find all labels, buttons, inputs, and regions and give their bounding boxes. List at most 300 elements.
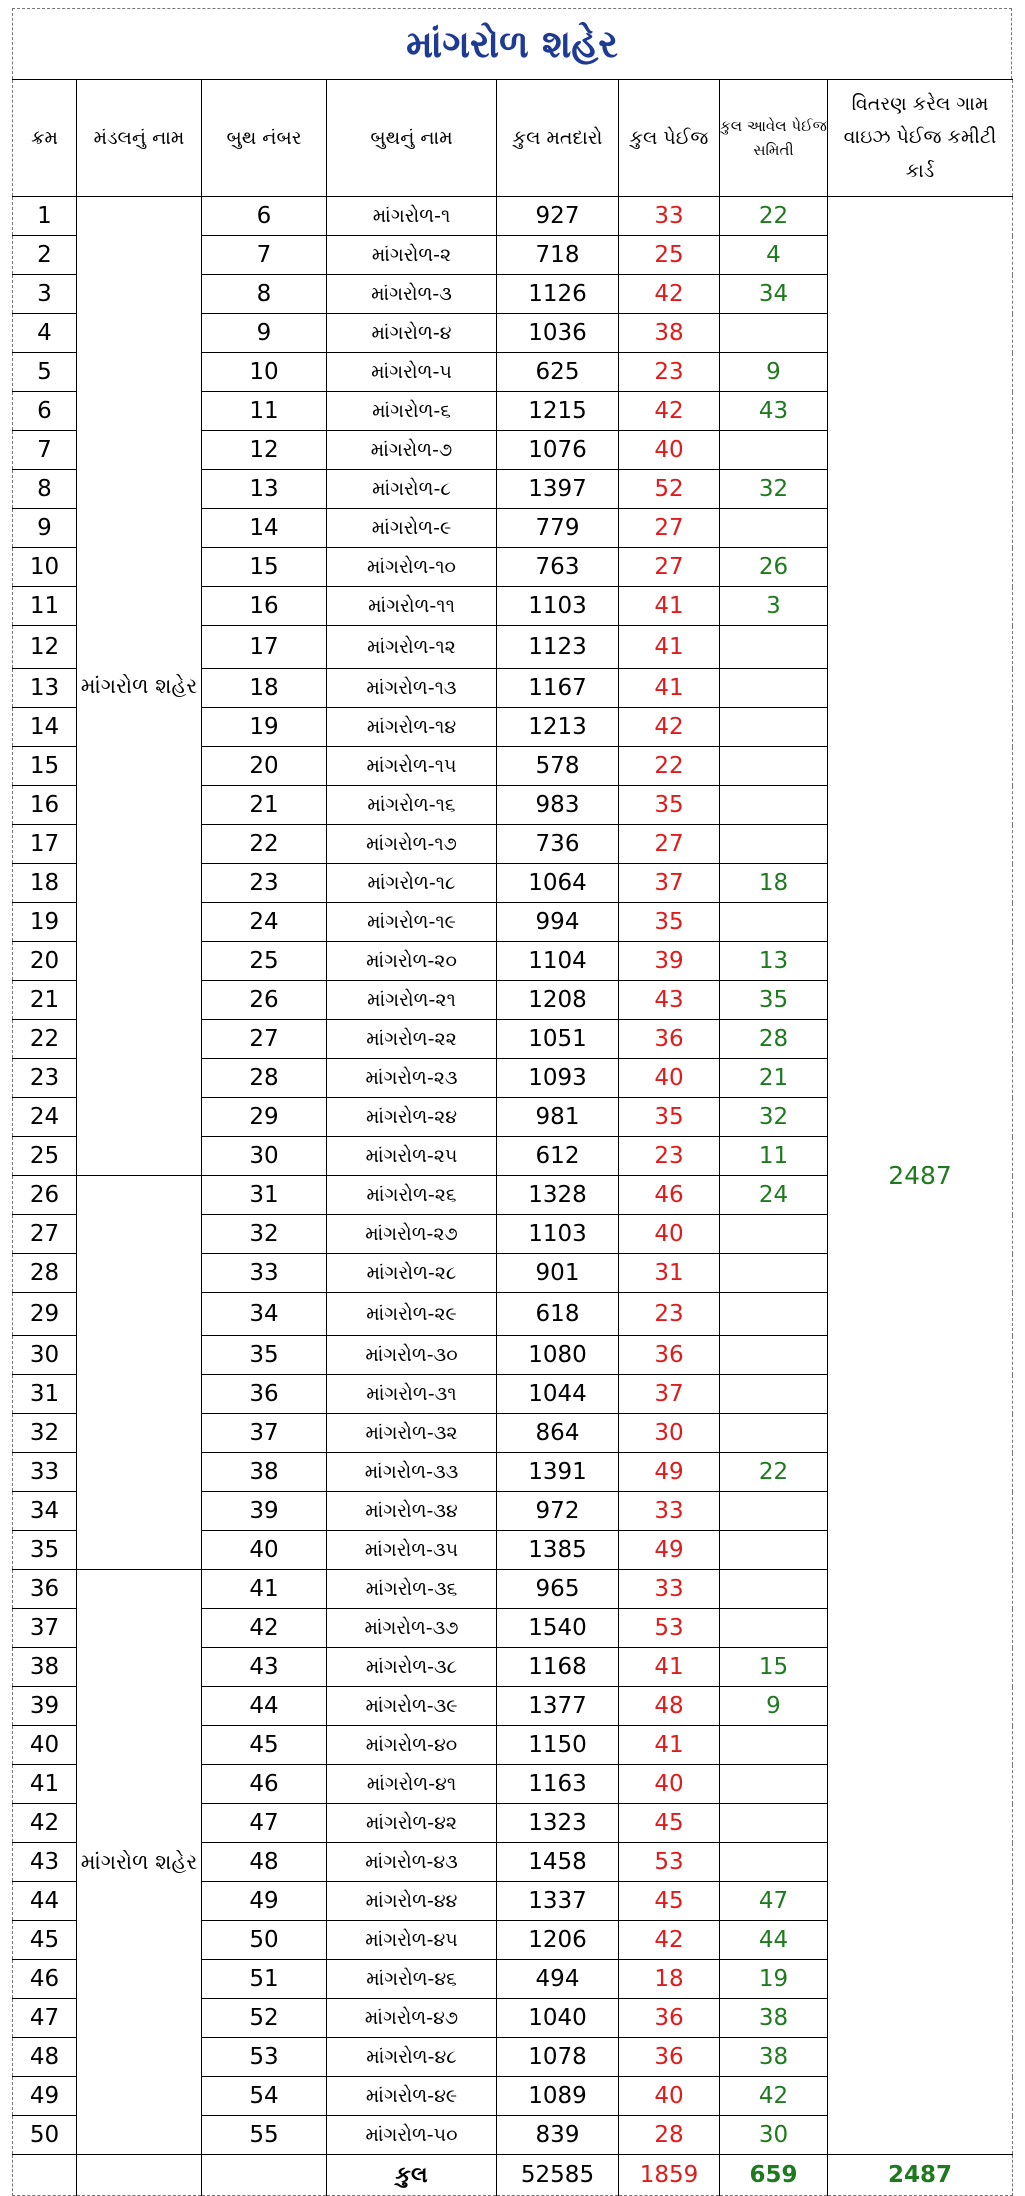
pages-cell: 40 [619, 1059, 720, 1098]
booth-number-cell: 30 [202, 1137, 327, 1176]
serial-cell: 21 [13, 981, 77, 1020]
voters-cell: 965 [497, 1570, 619, 1609]
booth-number-cell: 22 [202, 825, 327, 864]
voters-cell: 1089 [497, 2077, 619, 2116]
voters-cell: 1337 [497, 1882, 619, 1921]
booth-number-cell: 12 [202, 431, 327, 470]
pages-cell: 25 [619, 236, 720, 275]
booth-number-cell: 35 [202, 1336, 327, 1375]
booth-number-cell: 47 [202, 1804, 327, 1843]
pages-cell: 37 [619, 864, 720, 903]
received-cell: 32 [720, 470, 828, 509]
totals-empty-mandal [77, 2155, 202, 2196]
booth-number-cell: 37 [202, 1414, 327, 1453]
booth-number-cell: 15 [202, 548, 327, 587]
booth-number-cell: 46 [202, 1765, 327, 1804]
serial-cell: 23 [13, 1059, 77, 1098]
header-serial: ક્રમ [13, 80, 77, 197]
pages-cell: 39 [619, 942, 720, 981]
pages-cell: 23 [619, 1137, 720, 1176]
pages-cell: 23 [619, 353, 720, 392]
booth-number-cell: 51 [202, 1960, 327, 1999]
pages-cell: 35 [619, 786, 720, 825]
pages-cell: 40 [619, 431, 720, 470]
voters-cell: 983 [497, 786, 619, 825]
voters-cell: 1397 [497, 470, 619, 509]
pages-cell: 36 [619, 1999, 720, 2038]
received-cell [720, 1492, 828, 1531]
booth-number-cell: 52 [202, 1999, 327, 2038]
received-cell: 22 [720, 197, 828, 236]
received-cell [720, 903, 828, 942]
serial-cell: 43 [13, 1843, 77, 1882]
pages-cell: 43 [619, 981, 720, 1020]
received-cell: 43 [720, 392, 828, 431]
serial-cell: 10 [13, 548, 77, 587]
pages-cell: 27 [619, 548, 720, 587]
voters-cell: 1040 [497, 1999, 619, 2038]
received-cell [720, 1765, 828, 1804]
booth-name-cell: માંગરોળ-૨૫ [327, 1137, 497, 1176]
received-cell [720, 1570, 828, 1609]
booth-number-cell: 20 [202, 747, 327, 786]
voters-cell: 981 [497, 1098, 619, 1137]
booth-name-cell: માંગરોળ-૩૦ [327, 1336, 497, 1375]
received-cell [720, 1336, 828, 1375]
voters-cell: 1391 [497, 1453, 619, 1492]
header-booth-no: બુથ નંબર [202, 80, 327, 197]
voters-cell: 494 [497, 1960, 619, 1999]
serial-cell: 4 [13, 314, 77, 353]
voters-cell: 972 [497, 1492, 619, 1531]
booth-name-cell: માંગરોળ-૪૫ [327, 1921, 497, 1960]
serial-cell: 19 [13, 903, 77, 942]
pages-cell: 49 [619, 1531, 720, 1570]
voters-cell: 1104 [497, 942, 619, 981]
serial-cell: 35 [13, 1531, 77, 1570]
serial-cell: 50 [13, 2116, 77, 2155]
pages-cell: 46 [619, 1176, 720, 1215]
booth-name-cell: માંગરોળ-૨૬ [327, 1176, 497, 1215]
booth-table [12, 79, 1013, 2196]
serial-cell: 6 [13, 392, 77, 431]
booth-name-cell: માંગરોળ-૮ [327, 470, 497, 509]
booth-name-cell: માંગરોળ-૭ [327, 431, 497, 470]
booth-number-cell: 31 [202, 1176, 327, 1215]
pages-cell: 41 [619, 1648, 720, 1687]
serial-cell: 41 [13, 1765, 77, 1804]
received-cell: 18 [720, 864, 828, 903]
booth-number-cell: 26 [202, 981, 327, 1020]
received-cell: 9 [720, 353, 828, 392]
serial-cell: 13 [13, 669, 77, 708]
received-cell: 28 [720, 1020, 828, 1059]
booth-name-cell: માંગરોળ-૧ [327, 197, 497, 236]
booth-number-cell: 49 [202, 1882, 327, 1921]
voters-cell: 1213 [497, 708, 619, 747]
booth-number-cell: 8 [202, 275, 327, 314]
booth-name-cell: માંગરોળ-૨૮ [327, 1254, 497, 1293]
serial-cell: 7 [13, 431, 77, 470]
serial-cell: 39 [13, 1687, 77, 1726]
booth-name-cell: માંગરોળ-૪૮ [327, 2038, 497, 2077]
voters-cell: 612 [497, 1137, 619, 1176]
booth-name-cell: માંગરોળ-૨૪ [327, 1098, 497, 1137]
serial-cell: 8 [13, 470, 77, 509]
received-cell [720, 1531, 828, 1570]
booth-number-cell: 38 [202, 1453, 327, 1492]
booth-number-cell: 43 [202, 1648, 327, 1687]
received-cell: 19 [720, 1960, 828, 1999]
booth-name-cell: માંગરોળ-૧૮ [327, 864, 497, 903]
booth-number-cell: 16 [202, 587, 327, 626]
voters-cell: 1103 [497, 1215, 619, 1254]
voters-cell: 1103 [497, 587, 619, 626]
received-cell: 13 [720, 942, 828, 981]
sheet-title: માંગરોળ શહેર [12, 8, 1012, 79]
serial-cell: 31 [13, 1375, 77, 1414]
booth-name-cell: માંગરોળ-૧૬ [327, 786, 497, 825]
pages-cell: 18 [619, 1960, 720, 1999]
header-pages: કુલ પેઈજ [619, 80, 720, 197]
received-cell [720, 747, 828, 786]
received-cell [720, 708, 828, 747]
booth-name-cell: માંગરોળ-૩૬ [327, 1570, 497, 1609]
booth-name-cell: માંગરોળ-૧૫ [327, 747, 497, 786]
serial-cell: 40 [13, 1726, 77, 1765]
booth-number-cell: 44 [202, 1687, 327, 1726]
serial-cell: 9 [13, 509, 77, 548]
header-received: કુલ આવેલ પેઈજ સમિતી [720, 80, 828, 197]
voters-cell: 578 [497, 747, 619, 786]
booth-number-cell: 23 [202, 864, 327, 903]
received-cell [720, 1804, 828, 1843]
booth-number-cell: 24 [202, 903, 327, 942]
serial-cell: 45 [13, 1921, 77, 1960]
received-cell: 15 [720, 1648, 828, 1687]
totals-empty-serial [13, 2155, 77, 2196]
booth-name-cell: માંગરોળ-૪૬ [327, 1960, 497, 1999]
pages-cell: 41 [619, 669, 720, 708]
booth-name-cell: માંગરોળ-૨૧ [327, 981, 497, 1020]
totals-distributed: 2487 [828, 2155, 1013, 2196]
booth-name-cell: માંગરોળ-૩૮ [327, 1648, 497, 1687]
voters-cell: 618 [497, 1293, 619, 1336]
serial-cell: 1 [13, 197, 77, 236]
booth-name-cell: માંગરોળ-૩૯ [327, 1687, 497, 1726]
pages-cell: 28 [619, 2116, 720, 2155]
serial-cell: 22 [13, 1020, 77, 1059]
booth-number-cell: 34 [202, 1293, 327, 1336]
booth-name-cell: માંગરોળ-૩૫ [327, 1531, 497, 1570]
booth-number-cell: 10 [202, 353, 327, 392]
voters-cell: 1323 [497, 1804, 619, 1843]
serial-cell: 25 [13, 1137, 77, 1176]
serial-cell: 30 [13, 1336, 77, 1375]
pages-cell: 36 [619, 2038, 720, 2077]
voters-cell: 1215 [497, 392, 619, 431]
header-booth-name: બુથનું નામ [327, 80, 497, 197]
voters-cell: 901 [497, 1254, 619, 1293]
received-cell: 26 [720, 548, 828, 587]
voters-cell: 1458 [497, 1843, 619, 1882]
totals-empty-booth [202, 2155, 327, 2196]
voters-cell: 763 [497, 548, 619, 587]
received-cell: 34 [720, 275, 828, 314]
voters-cell: 1093 [497, 1059, 619, 1098]
booth-name-cell: માંગરોળ-૪૭ [327, 1999, 497, 2038]
voters-cell: 779 [497, 509, 619, 548]
pages-cell: 33 [619, 1570, 720, 1609]
received-cell [720, 1215, 828, 1254]
booth-name-cell: માંગરોળ-૧૦ [327, 548, 497, 587]
pages-cell: 36 [619, 1336, 720, 1375]
voters-cell: 718 [497, 236, 619, 275]
voters-cell: 1167 [497, 669, 619, 708]
totals-voters: 52585 [497, 2155, 619, 2196]
pages-cell: 42 [619, 1921, 720, 1960]
serial-cell: 37 [13, 1609, 77, 1648]
pages-cell: 30 [619, 1414, 720, 1453]
voters-cell: 1126 [497, 275, 619, 314]
booth-name-cell: માંગરોળ-૩૩ [327, 1453, 497, 1492]
booth-number-cell: 6 [202, 197, 327, 236]
voters-cell: 1328 [497, 1176, 619, 1215]
pages-cell: 41 [619, 626, 720, 669]
voters-cell: 1064 [497, 864, 619, 903]
serial-cell: 5 [13, 353, 77, 392]
pages-cell: 37 [619, 1375, 720, 1414]
booth-name-cell: માંગરોળ-૨૩ [327, 1059, 497, 1098]
totals-pages: 1859 [619, 2155, 720, 2196]
serial-cell: 46 [13, 1960, 77, 1999]
voters-cell: 1076 [497, 431, 619, 470]
booth-number-cell: 41 [202, 1570, 327, 1609]
booth-number-cell: 9 [202, 314, 327, 353]
booth-name-cell: માંગરોળ-૩૭ [327, 1609, 497, 1648]
pages-cell: 41 [619, 1726, 720, 1765]
pages-cell: 35 [619, 1098, 720, 1137]
pages-cell: 45 [619, 1882, 720, 1921]
pages-cell: 42 [619, 708, 720, 747]
booth-name-cell: માંગરોળ-૯ [327, 509, 497, 548]
booth-number-cell: 53 [202, 2038, 327, 2077]
serial-cell: 12 [13, 626, 77, 669]
voters-cell: 625 [497, 353, 619, 392]
booth-name-cell: માંગરોળ-૩ [327, 275, 497, 314]
serial-cell: 24 [13, 1098, 77, 1137]
booth-name-cell: માંગરોળ-૪ [327, 314, 497, 353]
serial-cell: 42 [13, 1804, 77, 1843]
serial-cell: 33 [13, 1453, 77, 1492]
booth-name-cell: માંગરોળ-૧૪ [327, 708, 497, 747]
pages-cell: 31 [619, 1254, 720, 1293]
received-cell [720, 1375, 828, 1414]
received-cell: 38 [720, 1999, 828, 2038]
serial-cell: 2 [13, 236, 77, 275]
booth-number-cell: 48 [202, 1843, 327, 1882]
voters-cell: 1208 [497, 981, 619, 1020]
booth-name-cell: માંગરોળ-૨ [327, 236, 497, 275]
booth-number-cell: 25 [202, 942, 327, 981]
pages-cell: 33 [619, 1492, 720, 1531]
booth-number-cell: 45 [202, 1726, 327, 1765]
booth-number-cell: 54 [202, 2077, 327, 2116]
booth-number-cell: 42 [202, 1609, 327, 1648]
voters-cell: 864 [497, 1414, 619, 1453]
booth-name-cell: માંગરોળ-૧૭ [327, 825, 497, 864]
booth-name-cell: માંગરોળ-૨૨ [327, 1020, 497, 1059]
voters-cell: 839 [497, 2116, 619, 2155]
voters-cell: 1150 [497, 1726, 619, 1765]
received-cell: 11 [720, 1137, 828, 1176]
booth-name-cell: માંગરોળ-૬ [327, 392, 497, 431]
serial-cell: 47 [13, 1999, 77, 2038]
serial-cell: 18 [13, 864, 77, 903]
pages-cell: 49 [619, 1453, 720, 1492]
received-cell [720, 1609, 828, 1648]
booth-number-cell: 33 [202, 1254, 327, 1293]
received-cell: 47 [720, 1882, 828, 1921]
serial-cell: 48 [13, 2038, 77, 2077]
pages-cell: 33 [619, 197, 720, 236]
pages-cell: 35 [619, 903, 720, 942]
serial-cell: 32 [13, 1414, 77, 1453]
booth-number-cell: 36 [202, 1375, 327, 1414]
booth-name-cell: માંગરોળ-૨૯ [327, 1293, 497, 1336]
pages-cell: 40 [619, 1765, 720, 1804]
serial-cell: 26 [13, 1176, 77, 1215]
pages-cell: 48 [619, 1687, 720, 1726]
serial-cell: 44 [13, 1882, 77, 1921]
voters-cell: 1036 [497, 314, 619, 353]
received-cell [720, 786, 828, 825]
serial-cell: 36 [13, 1570, 77, 1609]
booth-number-cell: 50 [202, 1921, 327, 1960]
voters-cell: 1377 [497, 1687, 619, 1726]
booth-name-cell: માંગરોળ-૪૧ [327, 1765, 497, 1804]
received-cell [720, 314, 828, 353]
voters-cell: 1080 [497, 1336, 619, 1375]
voters-cell: 1078 [497, 2038, 619, 2077]
received-cell [720, 1843, 828, 1882]
pages-cell: 38 [619, 314, 720, 353]
booth-number-cell: 17 [202, 626, 327, 669]
received-cell: 9 [720, 1687, 828, 1726]
pages-cell: 40 [619, 2077, 720, 2116]
booth-name-cell: માંગરોળ-૪૦ [327, 1726, 497, 1765]
serial-cell: 27 [13, 1215, 77, 1254]
booth-name-cell: માંગરોળ-૪૪ [327, 1882, 497, 1921]
pages-cell: 27 [619, 509, 720, 548]
booth-number-cell: 21 [202, 786, 327, 825]
received-cell: 21 [720, 1059, 828, 1098]
mandal-cell: માંગરોળ શહેર [77, 197, 202, 1176]
pages-cell: 41 [619, 587, 720, 626]
serial-cell: 16 [13, 786, 77, 825]
serial-cell: 15 [13, 747, 77, 786]
booth-number-cell: 14 [202, 509, 327, 548]
received-cell: 30 [720, 2116, 828, 2155]
received-cell: 44 [720, 1921, 828, 1960]
received-cell [720, 1414, 828, 1453]
table-row [13, 197, 1013, 236]
booth-number-cell: 29 [202, 1098, 327, 1137]
received-cell: 38 [720, 2038, 828, 2077]
header-distributed: વિતરણ કરેલ ગામ વાઇઝ પેઈજ કમીટી કાર્ડ [828, 80, 1013, 197]
booth-number-cell: 32 [202, 1215, 327, 1254]
pages-cell: 52 [619, 470, 720, 509]
booth-name-cell: માંગરોળ-૪૨ [327, 1804, 497, 1843]
booth-name-cell: માંગરોળ-૪૯ [327, 2077, 497, 2116]
spreadsheet [12, 8, 1012, 2194]
voters-cell: 1540 [497, 1609, 619, 1648]
voters-cell: 1044 [497, 1375, 619, 1414]
serial-cell: 20 [13, 942, 77, 981]
pages-cell: 45 [619, 1804, 720, 1843]
serial-cell: 3 [13, 275, 77, 314]
booth-name-cell: માંગરોળ-૨૭ [327, 1215, 497, 1254]
pages-cell: 27 [619, 825, 720, 864]
received-cell [720, 1293, 828, 1336]
booth-number-cell: 13 [202, 470, 327, 509]
voters-cell: 1206 [497, 1921, 619, 1960]
pages-cell: 40 [619, 1215, 720, 1254]
booth-name-cell: માંગરોળ-૫ [327, 353, 497, 392]
booth-name-cell: માંગરોળ-૪૩ [327, 1843, 497, 1882]
booth-name-cell: માંગરોળ-૫૦ [327, 2116, 497, 2155]
distributed-cell: 2487 [828, 197, 1013, 2155]
header-voters: કુલ મતદારો [497, 80, 619, 197]
booth-name-cell: માંગરોળ-૩૧ [327, 1375, 497, 1414]
booth-name-cell: માંગરોળ-૩૪ [327, 1492, 497, 1531]
received-cell: 42 [720, 2077, 828, 2116]
voters-cell: 1163 [497, 1765, 619, 1804]
received-cell [720, 825, 828, 864]
pages-cell: 53 [619, 1843, 720, 1882]
booth-number-cell: 27 [202, 1020, 327, 1059]
voters-cell: 736 [497, 825, 619, 864]
voters-cell: 994 [497, 903, 619, 942]
received-cell: 3 [720, 587, 828, 626]
voters-cell: 1051 [497, 1020, 619, 1059]
mandal-cell [77, 1176, 202, 1570]
booth-name-cell: માંગરોળ-૧૧ [327, 587, 497, 626]
received-cell: 4 [720, 236, 828, 275]
booth-number-cell: 28 [202, 1059, 327, 1098]
voters-cell: 1123 [497, 626, 619, 669]
received-cell [720, 1254, 828, 1293]
voters-cell: 927 [497, 197, 619, 236]
header-mandal: મંડલનું નામ [77, 80, 202, 197]
booth-number-cell: 55 [202, 2116, 327, 2155]
serial-cell: 28 [13, 1254, 77, 1293]
serial-cell: 34 [13, 1492, 77, 1531]
totals-received: 659 [720, 2155, 828, 2196]
header-row [13, 80, 1013, 197]
booth-number-cell: 39 [202, 1492, 327, 1531]
booth-name-cell: માંગરોળ-૧૨ [327, 626, 497, 669]
pages-cell: 53 [619, 1609, 720, 1648]
pages-cell: 36 [619, 1020, 720, 1059]
booth-name-cell: માંગરોળ-૧૯ [327, 903, 497, 942]
received-cell [720, 431, 828, 470]
booth-number-cell: 19 [202, 708, 327, 747]
received-cell [720, 1726, 828, 1765]
received-cell [720, 669, 828, 708]
pages-cell: 42 [619, 392, 720, 431]
pages-cell: 42 [619, 275, 720, 314]
